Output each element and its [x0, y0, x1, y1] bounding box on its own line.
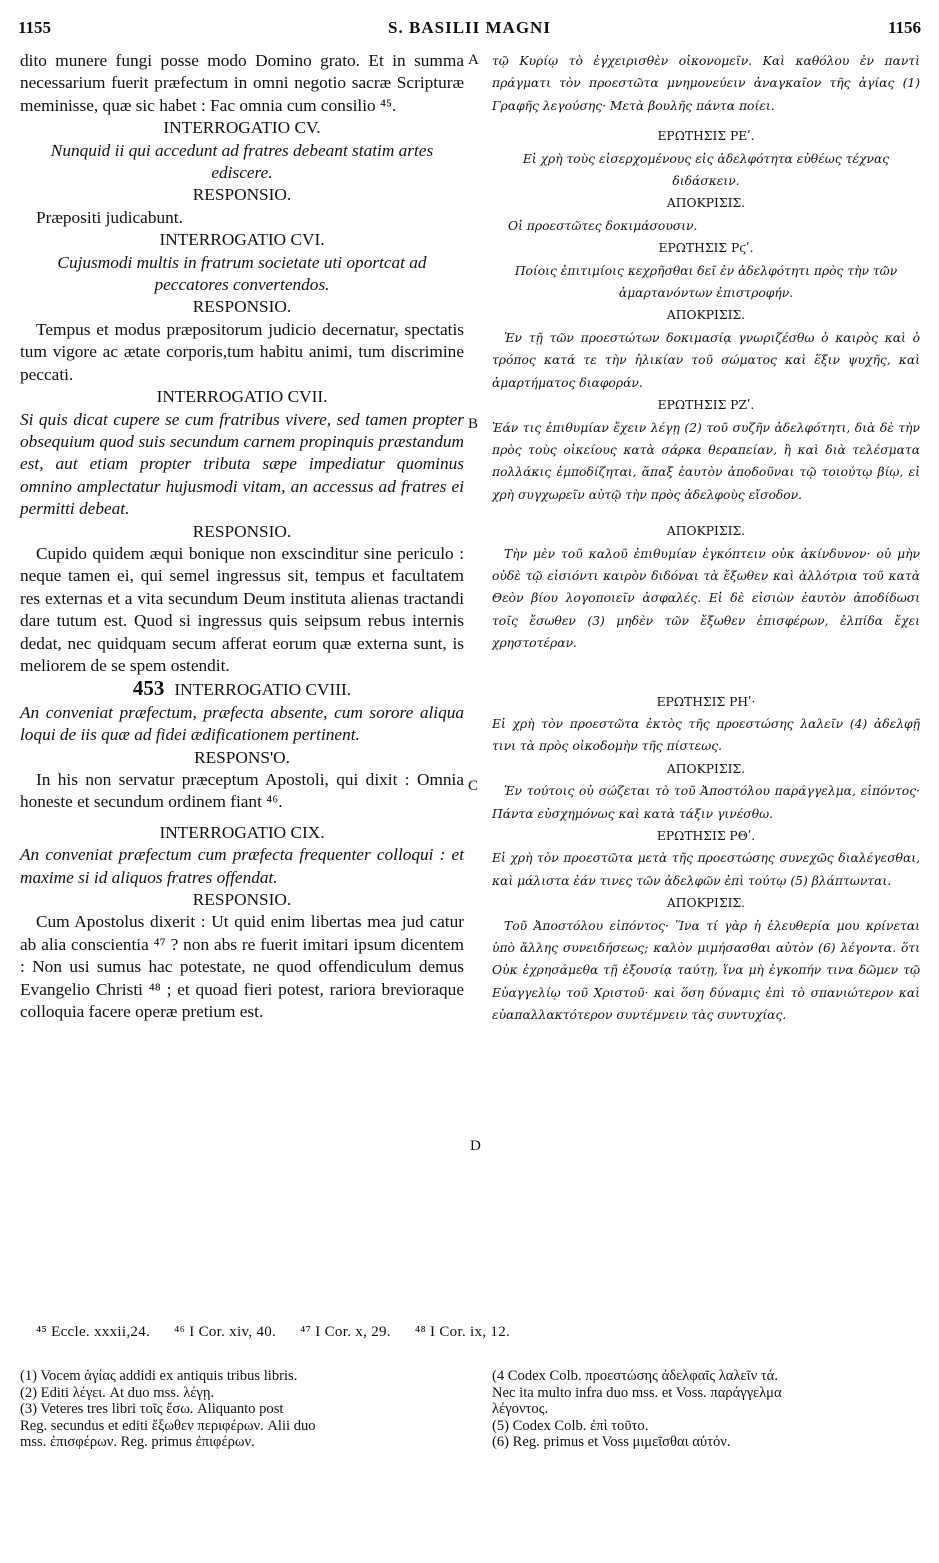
- page-number-left: 1155: [18, 18, 52, 37]
- greek-q107-response-heading: ΑΠΟΚΡΙΣΙΣ.: [666, 524, 746, 539]
- latin-q109-question: An conveniat præfectum cum præfecta frequenter colloqui : et maxime si id aliquos fratres offendat.: [20, 845, 464, 887]
- latin-q109-heading: INTERROGATIO CIX.: [159, 822, 325, 842]
- greek-q106-response: Ἐν τῇ τῶν προεστώτων δοκιμασίᾳ γνωριζέσθω ὁ καιρὸς καὶ ὁ τρόπος κατά τε τὴν ἡλικίαν τοῦ σώματος καὶ ἕξιν ψυχῆς, καὶ ἁμαρτήματος διαφοράν.: [492, 330, 920, 390]
- latin-q105-response-heading: RESPONSIO.: [192, 185, 292, 205]
- latin-q108-question: An conveniat præfectum, præfecta absente, cum sorore aliqua loqui de iis quæ ad fidei ædificationem pertinent.: [20, 702, 464, 745]
- scripture-footnotes: [36, 1324, 530, 1341]
- greek-q105-response: Οἱ προεστῶτες δοκιμάσουσιν.: [508, 218, 698, 233]
- latin-intro: dito munere fungi posse modo Domino grato. Et in summa necessarium fuerit præfectum in omni negotio sacræ Scripturæ meminisse, quæ sic habet : Fac omnia cum consilio ⁴⁵.: [20, 51, 464, 115]
- note-3-line-3: mss. ἐπισφέρων. Reg. primus ἐπιφέρων.: [20, 1434, 255, 1451]
- footnote-47: ⁴⁷ I Cor. x, 29.: [300, 1324, 391, 1340]
- note-6: (6) Reg. primus et Voss μιμεῖσθαι αὐτόν.: [492, 1434, 731, 1451]
- critical-notes-left: [20, 1368, 466, 1451]
- note-4-line-1: (4 Codex Colb. προεστώσης ἀδελφαῖς λαλεῖν τά.: [492, 1368, 778, 1384]
- note-2: (2) Editi λέγει. At duo mss. λέγῃ.: [20, 1384, 215, 1401]
- greek-q106-response-heading: ΑΠΟΚΡΙΣΙΣ.: [666, 308, 746, 323]
- latin-column: [20, 50, 464, 1023]
- footnote-48: ⁴⁸ I Cor. ix, 12.: [414, 1324, 511, 1340]
- latin-q108-heading-line: [20, 677, 464, 701]
- greek-q108-response: Ἐν τούτοις οὐ σώζεται τὸ τοῦ Ἀποστόλου παράγγελμα, εἰπόντος· Πάντα εὐσχημόνως καὶ κατὰ τάξιν γινέσθω.: [492, 784, 920, 821]
- margin-letter-d: D: [470, 1138, 481, 1154]
- latin-q107-heading: INTERROGATIO CVII.: [156, 387, 328, 407]
- greek-q109-heading: ΕΡΩΤΗΣΙΣ ΡΘʹ.: [656, 829, 756, 843]
- running-header: [18, 18, 921, 44]
- note-3-line-2: Reg. secundus et editi ἔξωθεν περιφέρων. Alii duo: [20, 1417, 316, 1434]
- greek-q105-response-heading: ΑΠΟΚΡΙΣΙΣ.: [666, 196, 746, 211]
- margin-letter-c: C: [468, 778, 479, 794]
- greek-q106-heading: ΕΡΩΤΗΣΙΣ Ρϛʹ.: [658, 241, 754, 256]
- latin-q107-question: Si quis dicat cupere se cum fratribus vivere, sed tamen propter obsequium quod suis secundum carnem propinquis præstandum est, aut etiam propter tributa sæpe impediatur quominus omnino amplectatur hujusmodi vitam, an accessus ad fratres ei permitti debeat.: [20, 409, 464, 519]
- critical-notes-right: [492, 1368, 920, 1451]
- greek-q107-response: Τὴν μὲν τοῦ καλοῦ ἐπιθυμίαν ἐγκόπτειν οὐκ ἀκίνδυνον· οὐ μὴν οὐδὲ τῷ εἰσιόντι καιρὸν διδόναι τὰ ἔξωθεν καὶ ἀλλότρια τοῦ κατὰ Θεὸν βίου λογοποιεῖν ἀσφαλές. Εἰ δὲ εἰσιὼν ἑαυτὸν ἀποδίδωσι τοῖς ἔσωθεν (3) μηδὲν τῶν ἔξωθεν ἐπισφέρων, ἐλπίδα ἔχει χρηστοτέραν.: [492, 546, 920, 651]
- latin-q105-heading: INTERROGATIO CV.: [163, 118, 321, 138]
- latin-q108-response-heading: RESPONS'O.: [194, 747, 290, 767]
- latin-q106-heading: INTERROGATIO CVI.: [159, 230, 325, 250]
- note-1: (1) Vocem ἁγίας addidi ex antiquis tribus libris.: [20, 1368, 298, 1384]
- greek-q109-response: Τοῦ Ἀποστόλου εἰπόντος· Ἵνα τί γὰρ ἡ ἐλευθερία μου κρίνεται ὑπὸ ἄλλης συνειδήσεως; καλὸν μιμήσασθαι αὐτὸν (6) λέγοντα. ὅτι Οὐκ ἐχρησάμεθα τῇ ἐξουσίᾳ ταύτῃ, ἵνα μὴ ἐγκοπήν τινα δῶμεν τῷ Εὐαγγελίῳ τοῦ Χριστοῦ· καὶ ὅση δύναμις ἐπὶ τὸ σπανιώτερον καὶ εὐαπαλλακτότερον συντέμνειν τὰς συντυχίας.: [492, 918, 920, 1023]
- footnote-46: ⁴⁶ I Cor. xiv, 40.: [174, 1324, 277, 1340]
- footnote-45: ⁴⁵ Eccle. xxxii,24.: [36, 1324, 151, 1340]
- greek-q107-heading: ΕΡΩΤΗΣΙΣ ΡΖʹ.: [657, 398, 755, 413]
- greek-q105-heading: ΕΡΩΤΗΣΙΣ ΡΕʹ.: [657, 129, 755, 144]
- greek-q108-question: Εἰ χρὴ τὸν προεστῶτα ἐκτὸς τῆς προεστώσης λαλεῖν (4) ἀδελφῇ τινι τὰ πρὸς οἰκοδομὴν τῆς πίστεως.: [492, 716, 920, 754]
- latin-q106-question: Cujusmodi multis in fratrum societate uti oportcat ad peccatores convertendos.: [57, 252, 427, 295]
- latin-q106-response-heading: RESPONSIO.: [192, 297, 292, 317]
- margin-letter-b: B: [468, 416, 479, 432]
- greek-q107-question: Ἐάν τις ἐπιθυμίαν ἔχειν λέγῃ (2) τοῦ συζῆν ἀδελφότητι, διὰ δὲ τὴν πρὸς τοὺς οἰκείους κατὰ σάρκα θεραπείαν, ἢ καὶ διὰ τελέσματα πολλάκις ἐμποδίζηται, ἅπαξ ἑαυτὸν ἀποδοῦναι τῷ τοιούτῳ βίῳ, εἰ χρὴ συγχωρεῖν αὐτῷ τὴν πρὸς ἀδελφοὺς εἴσοδον.: [492, 420, 920, 502]
- latin-q108-response: In his non servatur præceptum Apostoli, qui dixit : Omnia honeste et secundum ordinem fiant ⁴⁶.: [20, 770, 464, 812]
- column-number: 453: [132, 676, 165, 701]
- latin-q107-response-heading: RESPONSIO.: [192, 521, 292, 541]
- latin-q109-response-heading: RESPONSIO.: [192, 890, 292, 910]
- latin-q108-heading: INTERROGATIO CVIII.: [174, 680, 352, 700]
- greek-column: [492, 50, 920, 1027]
- greek-intro: τῷ Κυρίῳ τὸ ἐγχειρισθὲν οἰκονομεῖν. Καὶ καθόλου ἐν παντὶ πράγματι τὸν προεστῶτα μνημονεύειν ἀναγκαῖον τῆς ἁγίας (1) Γραφῆς λεγούσης· Μετὰ βουλῆς πάντα ποίει.: [492, 54, 920, 113]
- latin-q107-response: Cupido quidem æqui bonique non exscinditur sine periculo : neque tamen ei, qui semel ingressus sit, tempus et facultatem res externas et a vita secundum Deum instituta alienas tractandi dare tutum est. Quod si ingressus quis seipsum rebus internis dedat, nec quidquam secum afferat eorum quæ externa sunt, is meliorem de se spem ostendit.: [20, 543, 464, 675]
- note-4-line-3: λέγοντος.: [492, 1401, 549, 1418]
- note-3-line-1: (3) Veteres tres libri τοῖς ἔσω. Aliquanto post: [20, 1401, 284, 1418]
- running-title: S. BASILII MAGNI: [388, 18, 551, 37]
- greek-q109-question: Εἰ χρὴ τὸν προεστῶτα μετὰ τῆς προεστώσης συνεχῶς διαλέγεσθαι, καὶ μάλιστα ἐάν τινες τῶν ἀδελφῶν ἐπὶ τούτῳ (5) βλάπτωνται.: [492, 851, 920, 888]
- latin-q105-question: Nunquid ii qui accedunt ad fratres debeant statim artes ediscere.: [50, 140, 434, 183]
- page-number-right: 1156: [887, 18, 921, 37]
- greek-q108-heading: ΕΡΩΤΗΣΙΣ ΡΗʹ·: [656, 694, 756, 709]
- latin-q109-response: Cum Apostolus dixerit : Ut quid enim libertas mea jud catur ab alia conscientia ⁴⁷ ? non abs re fuerit imitari ipsum dicentem : Non usi sumus hac potestate, ne quod offendiculum demus Evangelio Christi ⁴⁸ ; et quoad fieri potest, rariora brevioraque colloquia facere operæ pretium est.: [20, 912, 464, 1022]
- margin-letter-a: A: [468, 52, 479, 68]
- greek-q106-question: Ποίοις ἐπιτιμίοις κεχρῆσθαι δεῖ ἐν ἀδελφότητι πρὸς τὴν τῶν ἁμαρτανόντων ἐπιστροφήν.: [514, 263, 898, 301]
- latin-q106-response: Tempus et modus præpositorum judicio decernatur, spectatis tum vigore ac ætate corporis,tum habitu animi, tum discrimine peccati.: [20, 319, 464, 384]
- latin-q105-response: Præpositi judicabunt.: [36, 207, 183, 227]
- note-5: (5) Codex Colb. ἐπὶ τοῦτο.: [492, 1417, 649, 1434]
- greek-q108-response-heading: ΑΠΟΚΡΙΣΙΣ.: [666, 761, 746, 776]
- greek-q109-response-heading: ΑΠΟΚΡΙΣΙΣ.: [666, 896, 746, 911]
- note-4-line-2: Nec ita multo infra duo mss. et Voss. παράγγελμα: [492, 1384, 782, 1401]
- greek-q105-question: Εἰ χρὴ τοὺς εἰσερχομένους εἰς ἀδελφότητα εὐθέως τέχνας διδάσκειν.: [522, 151, 890, 189]
